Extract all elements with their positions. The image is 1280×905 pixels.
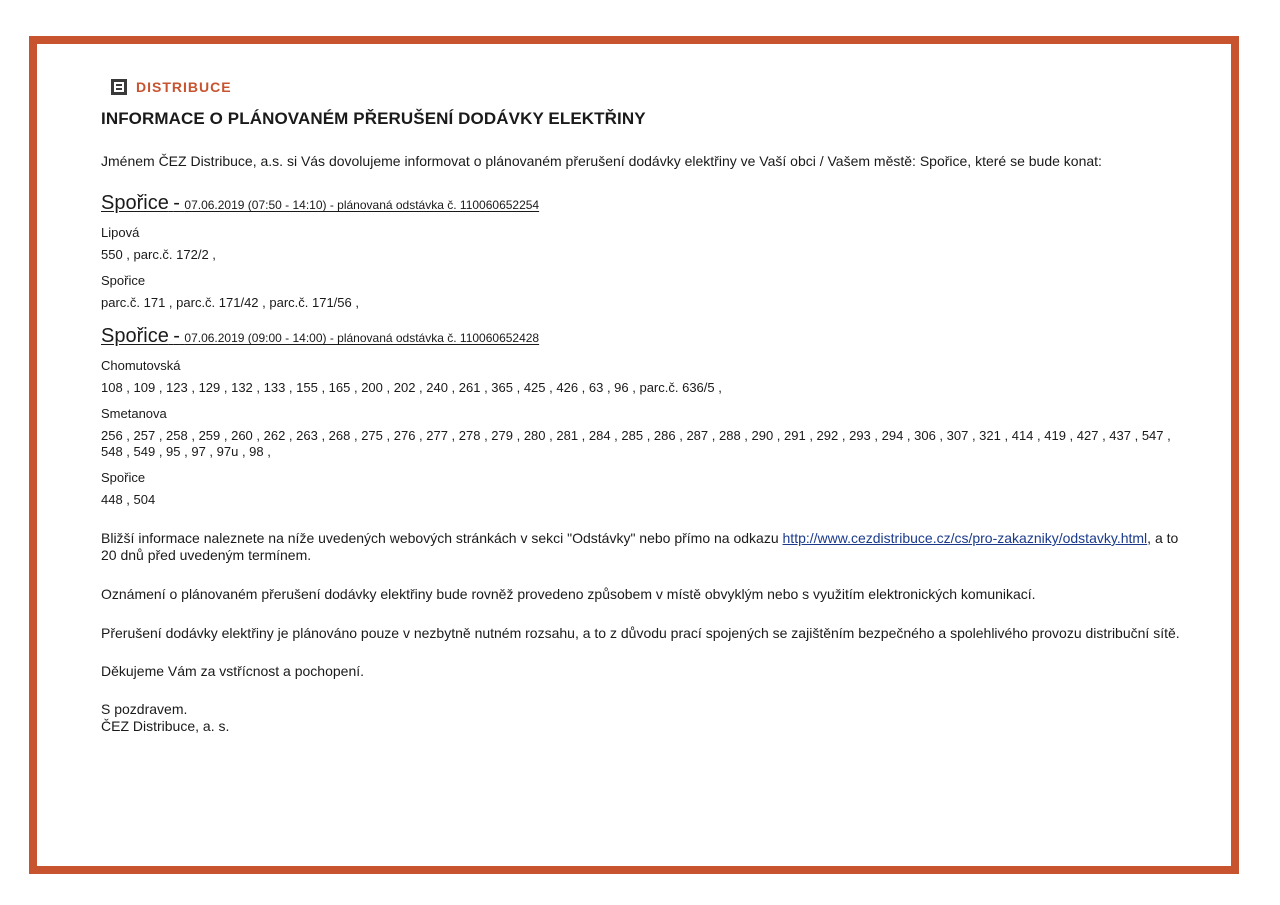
outage-details: 07.06.2019 (07:50 - 14:10) - plánovaná odstávka č. 110060652254 xyxy=(184,198,540,212)
outage-section-1 xyxy=(101,192,1181,311)
outage-dash: - xyxy=(173,192,180,214)
info-paragraph xyxy=(101,530,1181,564)
regards-block xyxy=(101,701,1181,735)
logo-text: DISTRIBUCE xyxy=(136,79,232,95)
house-numbers: parc.č. 171 , parc.č. 171/42 , parc.č. 171/56 , xyxy=(101,295,359,310)
outage-place: Spořice xyxy=(101,192,169,214)
document-page xyxy=(29,36,1239,874)
outage-dash: - xyxy=(173,325,180,347)
outage-section-2 xyxy=(101,325,1181,508)
street-name: Lipová xyxy=(101,225,140,240)
notice-paragraph: Oznámení o plánovaném přerušení dodávky elektřiny bude rovněž provedeno způsobem v místě obvyklým nebo s využitím elektronických komunikací. xyxy=(101,586,1036,602)
street-name: Spořice xyxy=(101,470,146,485)
regards-line: S pozdravem. xyxy=(101,701,188,717)
house-numbers: 550 , parc.č. 172/2 , xyxy=(101,247,216,262)
cez-logo-icon xyxy=(111,79,127,95)
company-logo xyxy=(111,74,1181,100)
reason-paragraph: Přerušení dodávky elektřiny je plánováno pouze v nezbytně nutném rozsahu, a to z důvodu prací spojených se zajištěním bezpečného a spolehlivého provozu distribuční sítě. xyxy=(101,625,1180,641)
thanks-paragraph: Děkujeme Vám za vstřícnost a pochopení. xyxy=(101,663,365,679)
outages-link[interactable]: http://www.cezdistribuce.cz/cs/pro-zakazniky/odstavky.html xyxy=(782,530,1148,546)
document-content xyxy=(101,74,1181,735)
street-name: Chomutovská xyxy=(101,358,181,373)
street-name: Spořice xyxy=(101,273,146,288)
house-numbers: 256 , 257 , 258 , 259 , 260 , 262 , 263 , 268 , 275 , 276 , 277 , 278 , 279 , 280 , 281 , 284 , 285 , 286 , 287 , 288 , 290 , 291 , 292 , 293 , 294 , 306 , 307 , 321 , 414 , 419 , 427 , 437 , 547 , 548 , 549 , 95 , 97 , 97u , 98 , xyxy=(101,428,1171,459)
outage-details: 07.06.2019 (09:00 - 14:00) - plánovaná odstávka č. 110060652428 xyxy=(184,331,540,345)
signature-line: ČEZ Distribuce, a. s. xyxy=(101,718,230,734)
outage-place: Spořice xyxy=(101,325,169,347)
info-text-before: Bližší informace naleznete na níže uvedených webových stránkách v sekci "Odstávky" nebo přímo na odkazu xyxy=(101,530,783,546)
intro-paragraph: Jménem ČEZ Distribuce, a.s. si Vás dovolujeme informovat o plánovaném přerušení dodávky elektřiny ve Vaší obci / Vašem městě: Spořice, které se bude konat: xyxy=(101,153,1102,169)
outage-heading xyxy=(101,325,1181,348)
house-numbers: 108 , 109 , 123 , 129 , 132 , 133 , 155 , 165 , 200 , 202 , 240 , 261 , 365 , 425 , 426 , 63 , 96 , parc.č. 636/5 , xyxy=(101,380,722,395)
page-title: INFORMACE O PLÁNOVANÉM PŘERUŠENÍ DODÁVKY ELEKTŘINY xyxy=(101,109,646,128)
info-text-after: , a to 20 dnů před uvedeným termínem. xyxy=(101,530,1179,563)
outage-heading xyxy=(101,192,1181,215)
street-name: Smetanova xyxy=(101,406,167,421)
house-numbers: 448 , 504 xyxy=(101,492,156,507)
